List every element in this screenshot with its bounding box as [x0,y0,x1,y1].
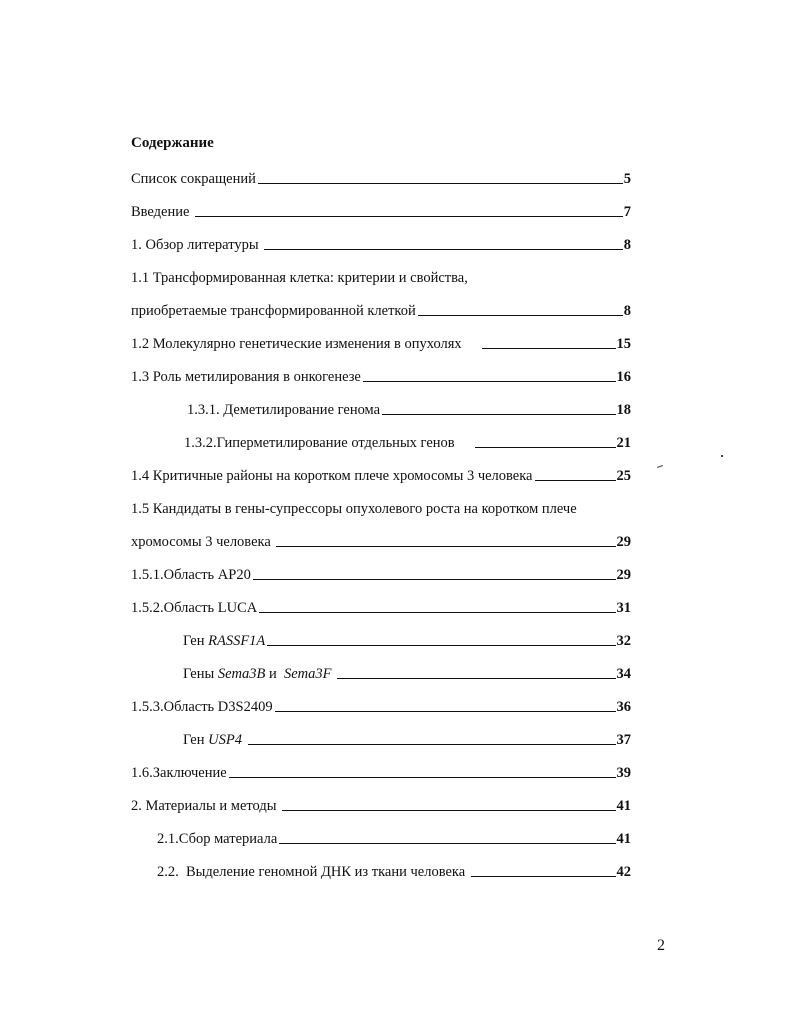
toc-entry[interactable] [131,364,631,386]
toc-entry-page: 41 [616,831,631,847]
toc-entry-title-part: 2.1.Сбор материала [157,831,278,847]
toc-entry-title-part: Sema3F [284,666,332,682]
toc-entry-title-part: 1.3.1. Деметилирование генома [187,402,381,418]
toc-entry-page: 42 [616,864,631,880]
toc-leader-line [267,645,615,646]
toc-leader-line [248,744,616,745]
toc-entry-title [131,203,193,221]
toc-entry[interactable] [183,661,631,683]
toc-entry-title [131,764,227,782]
toc-entry-page: 5 [623,171,631,187]
toc-entry-page: 34 [616,666,631,682]
toc-entry-title-part: Список сокращений [131,171,256,187]
toc-leader-line [363,381,616,382]
toc-entry-page: 31 [616,600,631,616]
toc-entry[interactable] [157,859,631,881]
toc-entry-title [131,467,533,485]
toc-entry[interactable] [131,331,631,353]
toc-entry-page: 7 [623,204,631,220]
toc-leader-line [482,348,616,349]
toc-entry-title-part: USP4 [208,732,242,748]
toc-entry-title-part: приобретаемые трансформированной клеткой [131,303,416,319]
toc-entry[interactable] [184,430,631,452]
toc-entry-page: 37 [616,732,631,748]
toc-entry-title [131,335,462,353]
toc-leader-line [282,810,615,811]
toc-entry[interactable] [187,397,631,419]
toc-entry-title-part: 1.5.3.Область D3S2409 [131,699,273,715]
toc-entry-title-part: 1.2 Молекулярно генетические изменения в опухолях [131,336,462,352]
toc-leader-line [264,249,623,250]
toc-entry-title-part: 1.3 Роль метилирования в онкогенезе [131,369,361,385]
toc-entry-title-part: 1.6.Заключение [131,765,227,781]
toc-entry[interactable] [131,199,631,221]
toc-entry-page: 41 [616,798,631,814]
toc-entry[interactable] [131,562,631,584]
toc-entry-title-part: Ген [183,633,209,649]
toc-entry[interactable] [157,826,631,848]
toc-entry-title [131,302,416,320]
toc-entry-page: 29 [616,534,631,550]
toc-entry-page: 32 [616,633,631,649]
toc-entry-page: 36 [616,699,631,715]
toc-entry[interactable] [131,265,631,287]
toc-entry-title [131,170,256,188]
toc-entry[interactable] [183,628,631,650]
toc-leader-line [229,777,616,778]
toc-entry[interactable] [131,793,631,815]
toc-entry-title [183,665,335,683]
toc-entry[interactable] [183,727,631,749]
toc-leader-line [259,612,615,613]
toc-entry-title [131,797,280,815]
toc-entry-page: 39 [616,765,631,781]
toc-entry-page: 18 [616,402,631,418]
toc-entry-title-part: 2.2. Выделение геномной ДНК из ткани человека [157,864,469,880]
toc-entry-title-part: Гены [183,666,218,682]
toc-entry-title [131,500,631,518]
toc-leader-line [276,546,615,547]
toc-leader-line [279,843,615,844]
toc-leader-line [535,480,616,481]
toc-entry-title-part: Sema3B [217,666,266,682]
toc-entry[interactable] [131,166,631,188]
toc-entry-page: 8 [623,237,631,253]
toc-entry[interactable] [131,529,631,551]
toc-entry-title-part [242,732,246,748]
toc-entry[interactable] [131,298,631,320]
toc-leader-line [337,678,615,679]
toc-entry-title [187,401,380,419]
toc-entry-title-part: хромосомы 3 человека [131,534,275,550]
toc-leader-line [382,414,615,415]
toc-entry-page: 29 [616,567,631,583]
toc-entry[interactable] [131,760,631,782]
toc-entry-title-part: 1.1 Трансформированная клетка: критерии и свойства, [131,270,468,286]
toc-entry-title-part: Ген [183,732,209,748]
toc-entry-title-part: и [265,666,284,682]
toc-leader-line [418,315,623,316]
toc-entry-title-part: 1.4 Критичные районы на коротком плече хромосомы 3 человека [131,468,533,484]
toc-entry-title-part: 1. Обзор литературы [131,237,263,253]
toc-entry-title [131,698,273,716]
toc-entry-title-part: 1.5 Кандидаты в гены-супрессоры опухолевого роста на коротком плече [131,501,577,517]
toc-entry-title [131,533,274,551]
toc-entry[interactable] [131,463,631,485]
toc-entry-title [157,863,469,881]
toc-entry-title-part: 2. Материалы и методы [131,798,281,814]
toc-heading: Содержание [131,135,214,151]
toc-entry[interactable] [131,595,631,617]
toc-entry-page: 8 [623,303,631,319]
toc-entry-page: 15 [616,336,631,352]
toc-leader-line [275,711,616,712]
toc-entry-title-part: 1.5.2.Область LUCA [131,600,258,616]
toc-entry-title-part [332,666,336,682]
toc-leader-line [253,579,616,580]
toc-entry-page: 16 [616,369,631,385]
toc-entry-title [131,566,251,584]
scan-speck [657,465,663,468]
toc-entry-title [183,731,246,749]
toc-entry-title [131,269,631,287]
toc-entry-page: 25 [616,468,631,484]
toc-entry-title [183,632,265,650]
page-number: 2 [657,937,665,954]
toc-entry-title-part: RASSF1A [208,633,266,649]
toc-leader-line [195,216,623,217]
toc-entry-title [131,368,361,386]
toc-entry-title [157,830,277,848]
toc-leader-line [471,876,616,877]
toc-entry[interactable] [131,232,631,254]
toc-entry-page: 21 [616,435,631,451]
toc-entry[interactable] [131,496,631,518]
toc-entry-title-part: 1.3.2.Гиперметилирование отдельных генов [184,435,455,451]
toc-entry-title-part: Введение [131,204,194,220]
toc-entry[interactable] [131,694,631,716]
toc-entry-title [131,236,262,254]
toc-entry-title [184,434,455,452]
toc-entry-title-part: 1.5.1.Область АР20 [131,567,251,583]
toc-leader-line [258,183,623,184]
scan-speck [721,455,723,457]
toc-entry-title [131,599,257,617]
toc-leader-line [475,447,616,448]
